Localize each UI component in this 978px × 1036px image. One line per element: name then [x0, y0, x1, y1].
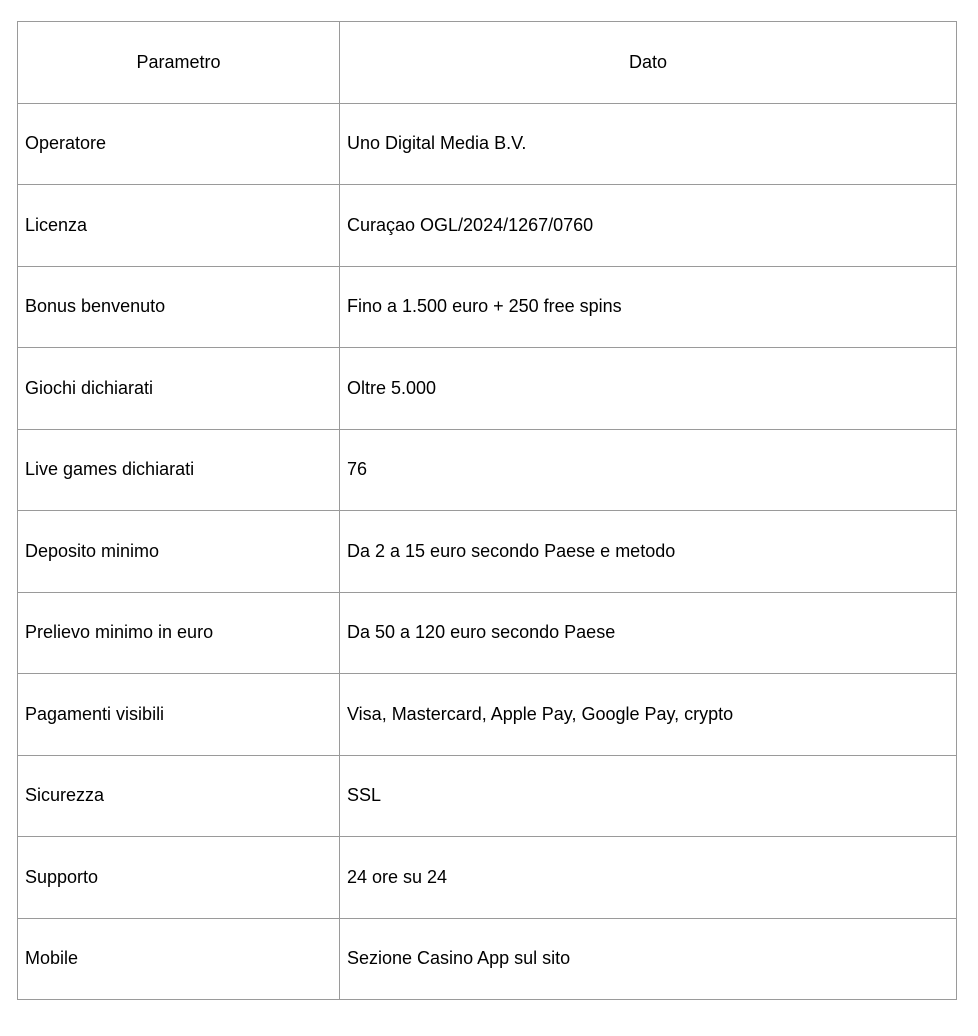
table-row [18, 348, 957, 430]
header-parametro: Parametro [18, 22, 340, 104]
param-cell: Deposito minimo [18, 511, 340, 593]
table-row [18, 755, 957, 837]
param-cell: Licenza [18, 185, 340, 267]
value-cell: Curaçao OGL/2024/1267/0760 [340, 185, 957, 267]
value-cell: Da 2 a 15 euro secondo Paese e metodo [340, 511, 957, 593]
value-cell: Visa, Mastercard, Apple Pay, Google Pay, crypto [340, 674, 957, 756]
param-cell: Supporto [18, 837, 340, 919]
param-cell: Pagamenti visibili [18, 674, 340, 756]
value-cell: Da 50 a 120 euro secondo Paese [340, 592, 957, 674]
table-header-row [18, 22, 957, 104]
table-row [18, 429, 957, 511]
table-row [18, 837, 957, 919]
value-cell: 76 [340, 429, 957, 511]
param-cell: Prelievo minimo in euro [18, 592, 340, 674]
table-row [18, 266, 957, 348]
table-row [18, 103, 957, 185]
info-table-container [17, 21, 956, 1000]
value-cell: Fino a 1.500 euro + 250 free spins [340, 266, 957, 348]
value-cell: SSL [340, 755, 957, 837]
param-cell: Bonus benvenuto [18, 266, 340, 348]
value-cell: Sezione Casino App sul sito [340, 918, 957, 1000]
table-row [18, 674, 957, 756]
table-row [18, 511, 957, 593]
value-cell: Oltre 5.000 [340, 348, 957, 430]
table-row [18, 185, 957, 267]
param-cell: Giochi dichiarati [18, 348, 340, 430]
param-cell: Operatore [18, 103, 340, 185]
info-table [17, 21, 957, 1000]
table-row [18, 592, 957, 674]
table-row [18, 918, 957, 1000]
value-cell: Uno Digital Media B.V. [340, 103, 957, 185]
value-cell: 24 ore su 24 [340, 837, 957, 919]
param-cell: Mobile [18, 918, 340, 1000]
param-cell: Sicurezza [18, 755, 340, 837]
header-dato: Dato [340, 22, 957, 104]
param-cell: Live games dichiarati [18, 429, 340, 511]
